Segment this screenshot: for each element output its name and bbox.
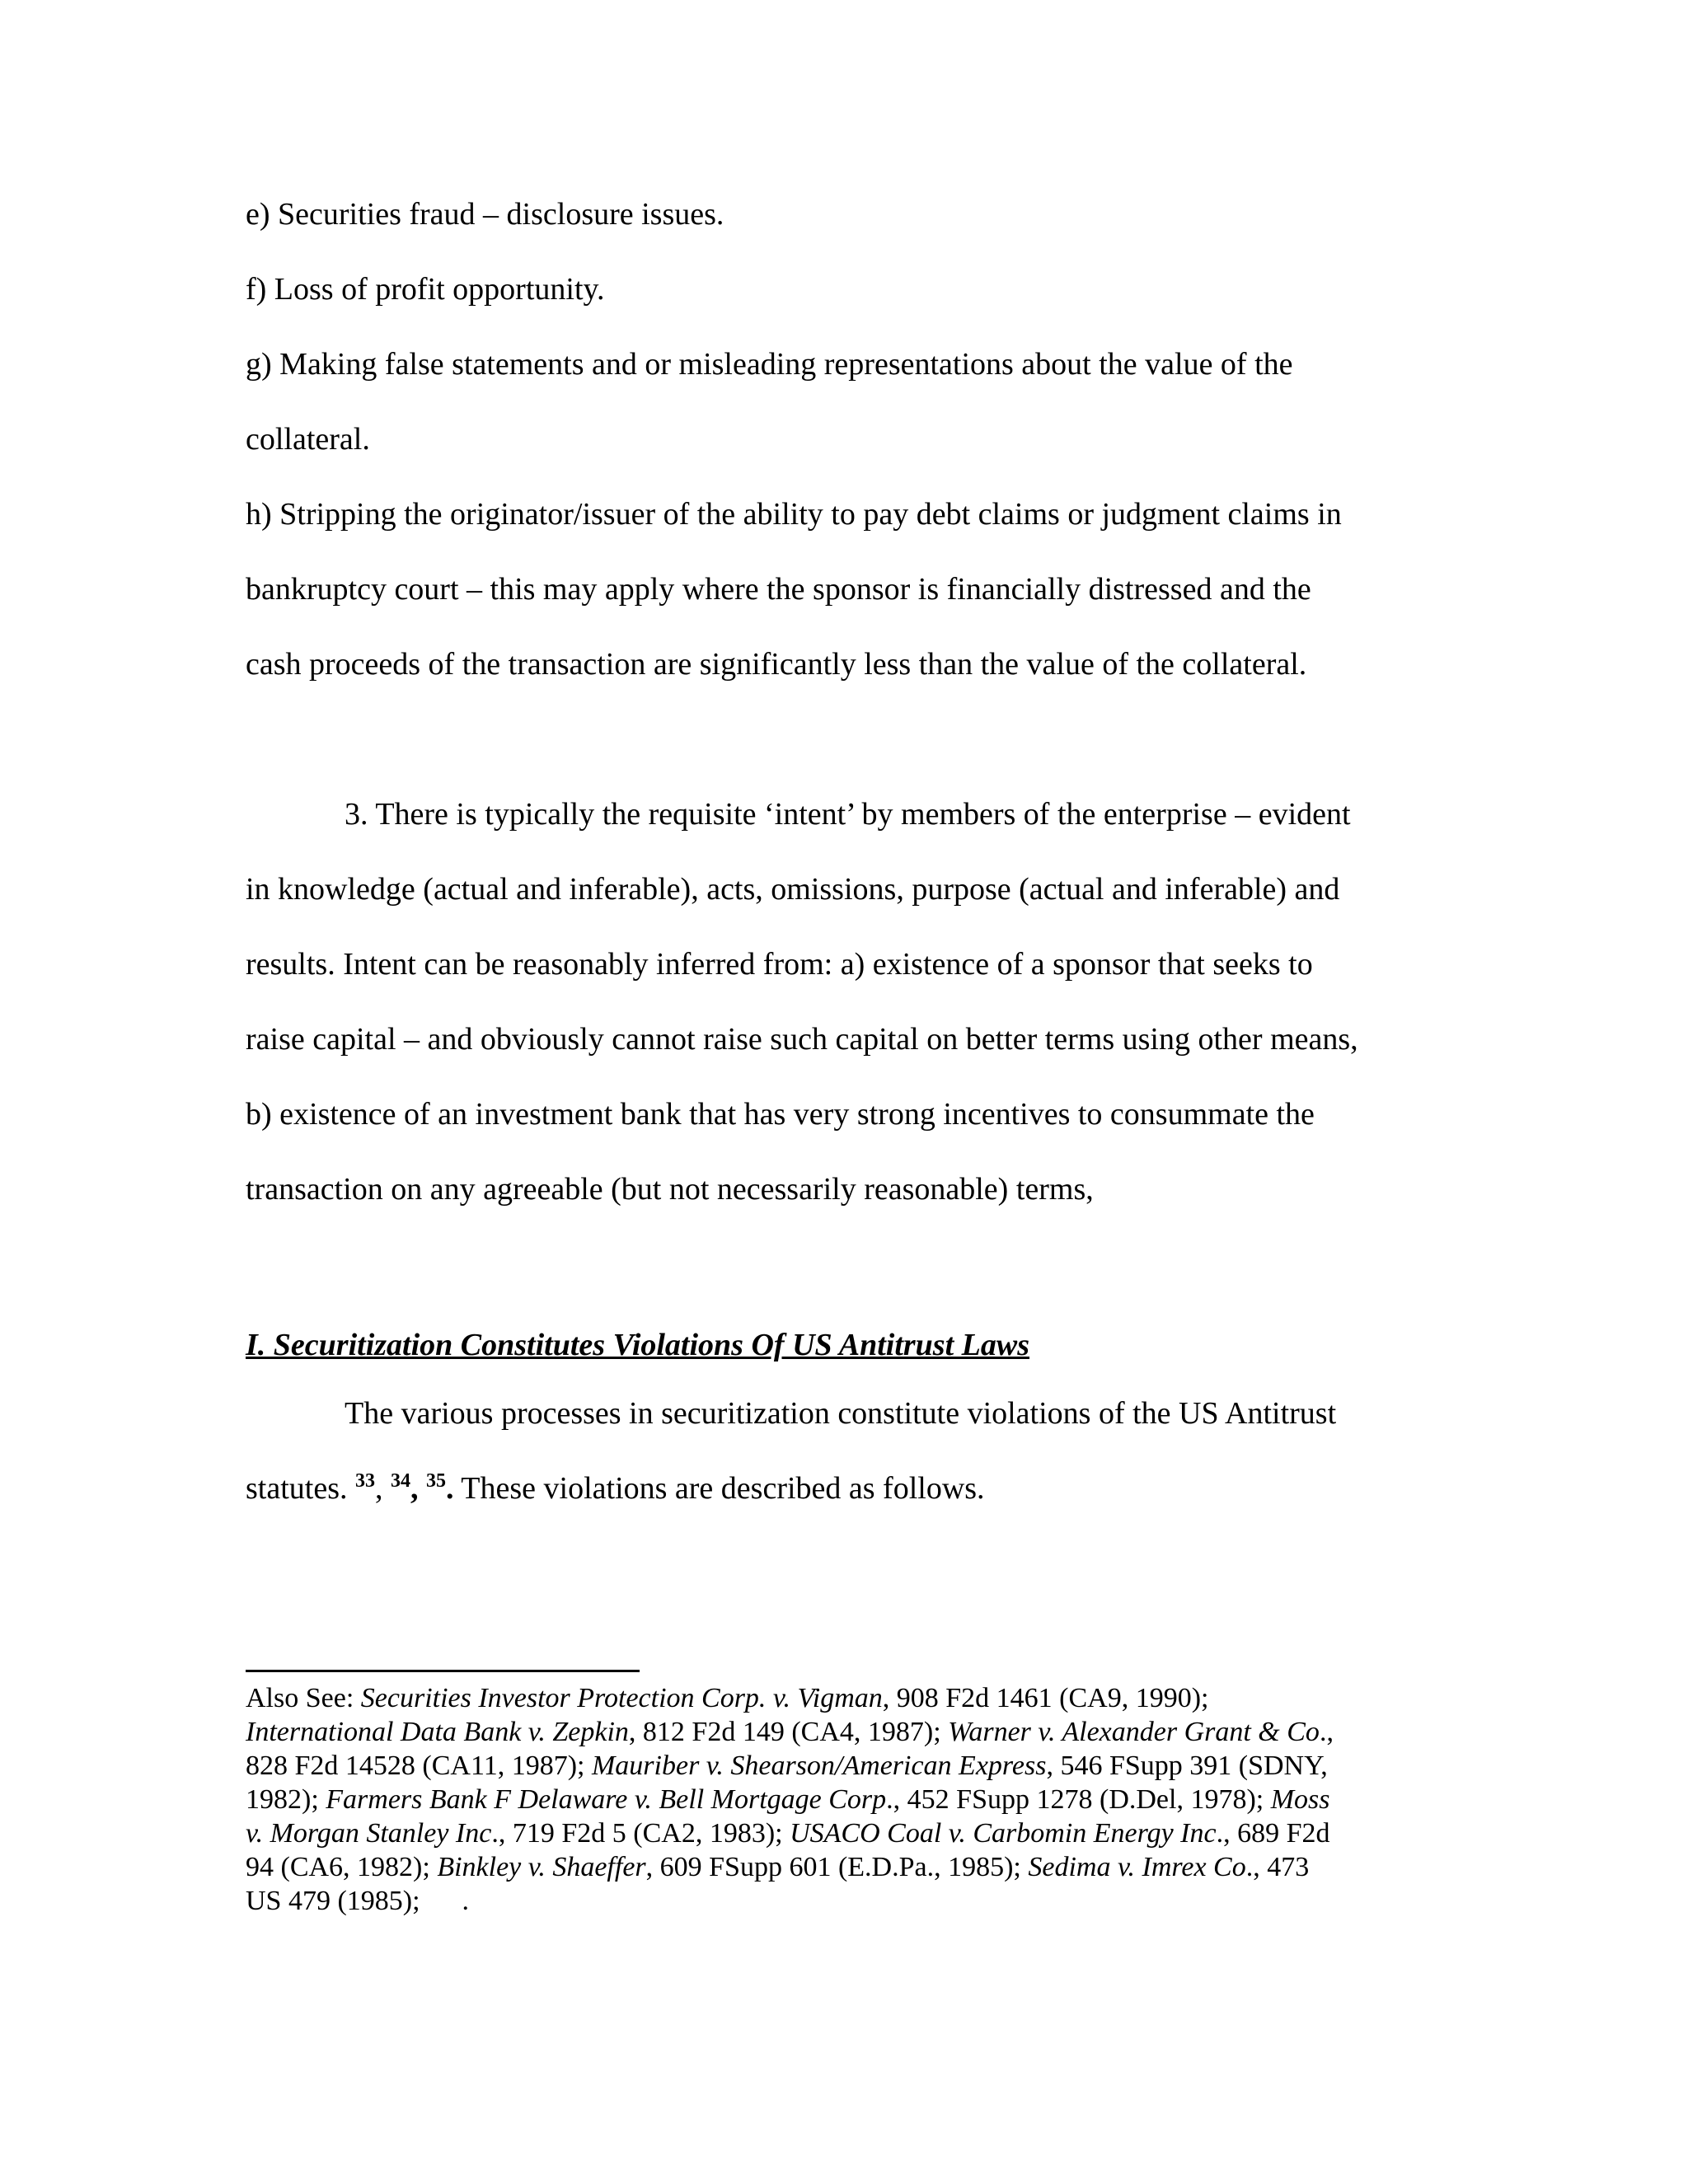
case-name: Sedima v. Imrex Co (1028, 1852, 1246, 1882)
case-name: Mauriber v. Shearson/American Express (591, 1750, 1047, 1781)
case-citation: 94 (CA6, 1982); (246, 1852, 438, 1882)
paragraph-3-line-1: 3. There is typically the requisite ‘intent’ by members of the enterprise – evident (345, 797, 1351, 832)
footnote-period: . (445, 1471, 454, 1506)
antitrust-paragraph-line-1: The various processes in securitization constitute violations of the US Antitrust (345, 1396, 1337, 1431)
case-name: Farmers Bank F Delaware v. Bell Mortgage Corp (326, 1784, 887, 1815)
footnote-prefix: Also See: (246, 1683, 361, 1713)
list-item-e: e) Securities fraud – disclosure issues. (246, 197, 724, 232)
case-name: USACO Coal v. Carbomin Energy Inc (790, 1818, 1217, 1849)
case-citation: 1982); (246, 1784, 326, 1815)
footnote-line-1 (246, 1681, 1432, 1715)
list-item-h-line-1: h) Stripping the originator/issuer of the ability to pay debt claims or judgment claims in (246, 497, 1342, 532)
case-citation: ., 452 FSupp 1278 (D.Del, 1978); (886, 1784, 1271, 1815)
paragraph-3-line-3: results. Intent can be reasonably inferred from: a) existence of a sponsor that seeks to (246, 947, 1313, 982)
paragraph-3-line-2: in knowledge (actual and inferable), acts, omissions, purpose (actual and inferable) and (246, 872, 1340, 907)
footnote-ref-35[interactable]: 35 (425, 1470, 446, 1492)
footnote-line-5 (246, 1816, 1432, 1850)
footnote-line-4 (246, 1783, 1432, 1816)
case-citation: ., (1319, 1717, 1334, 1747)
footnote-ref-34[interactable]: 34 (390, 1470, 410, 1492)
statutes-text: statutes. (246, 1471, 355, 1506)
antitrust-paragraph-line-2 (246, 1469, 1449, 1508)
footnote-divider (246, 1670, 640, 1672)
case-citation: US 479 (1985); . (246, 1886, 470, 1916)
paragraph-3-line-5: b) existence of an investment bank that has very strong incentives to consummate the (246, 1097, 1315, 1132)
paragraph-3-line-6: transaction on any agreeable (but not necessarily reasonable) terms, (246, 1172, 1094, 1207)
footnote-separator: , (374, 1471, 391, 1506)
case-name: v. Morgan Stanley Inc (246, 1818, 492, 1849)
section-heading: I. Securitization Constitutes Violations Of US Antitrust Laws (246, 1328, 1030, 1362)
footnote-line-3 (246, 1749, 1432, 1783)
case-citation: ., 689 F2d (1216, 1818, 1330, 1849)
case-citation: ., 719 F2d 5 (CA2, 1983); (491, 1818, 790, 1849)
footnote-line-7 (246, 1884, 1432, 1918)
case-name: International Data Bank v. Zepkin (246, 1717, 629, 1747)
footnote-line-2 (246, 1715, 1432, 1749)
list-item-g-line-2: collateral. (246, 422, 370, 457)
footnote-ref-33[interactable]: 33 (354, 1470, 375, 1492)
case-citation: 828 F2d 14528 (CA11, 1987); (246, 1750, 592, 1781)
list-item-g-line-1: g) Making false statements and or misleading representations about the value of the (246, 347, 1293, 382)
case-name: Warner v. Alexander Grant & Co (948, 1717, 1320, 1747)
list-item-f: f) Loss of profit opportunity. (246, 272, 605, 307)
case-name: Binkley v. Shaeffer (437, 1852, 646, 1882)
case-name: Securities Investor Protection Corp. v. Vigman (360, 1683, 883, 1713)
case-citation: ., 473 (1245, 1852, 1310, 1882)
list-item-h-line-2: bankruptcy court – this may apply where the sponsor is financially distressed and the (246, 572, 1311, 607)
case-citation: , 908 F2d 1461 (CA9, 1990); (882, 1683, 1209, 1713)
case-citation: , 609 FSupp 601 (E.D.Pa., 1985); (645, 1852, 1029, 1882)
paragraph-3-line-4: raise capital – and obviously cannot raise such capital on better terms using other means, (246, 1022, 1358, 1057)
case-name: Moss (1270, 1784, 1330, 1815)
list-item-h-line-3: cash proceeds of the transaction are significantly less than the value of the collateral. (246, 647, 1307, 682)
case-citation: , 546 FSupp 391 (SDNY, (1046, 1750, 1328, 1781)
violations-text: These violations are described as follows. (453, 1471, 985, 1506)
footnote-line-6 (246, 1850, 1432, 1884)
case-citation: , 812 F2d 149 (CA4, 1987); (628, 1717, 949, 1747)
footnote-separator: , (410, 1471, 426, 1506)
